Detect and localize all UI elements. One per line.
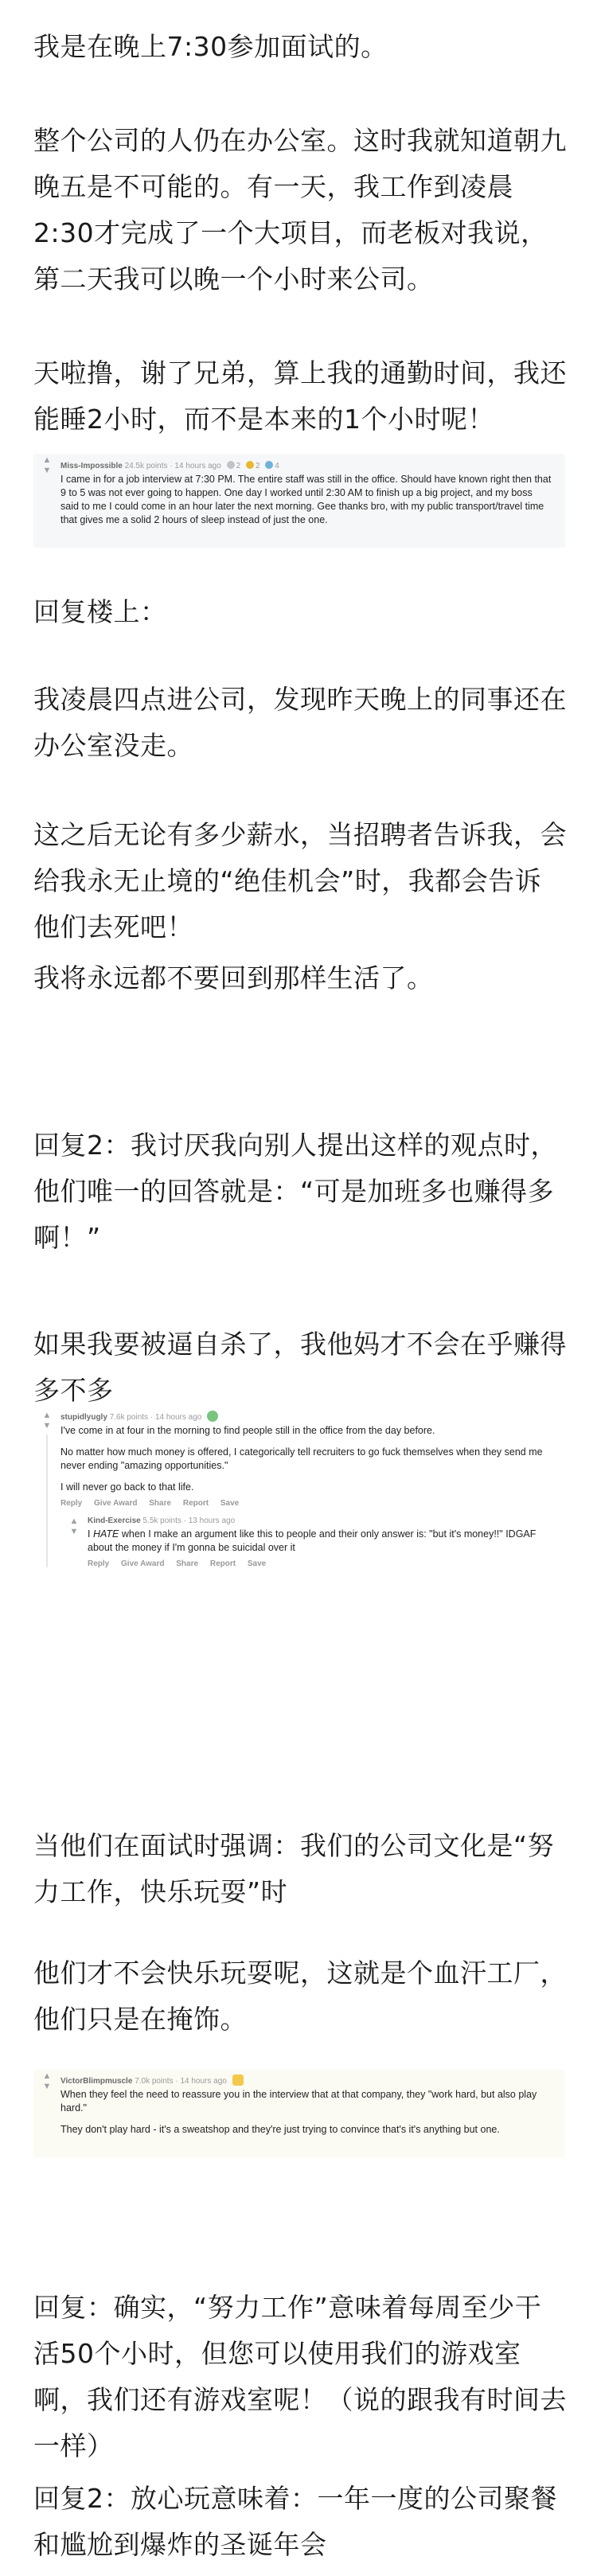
award-icon <box>227 461 235 469</box>
text-paragraph: 回复2：放心玩意味着：一年一度的公司聚餐和尴尬到爆炸的圣诞年会 <box>33 2483 557 2560</box>
comment-points: 24.5k points <box>124 462 168 470</box>
comment-meta <box>60 2074 565 2088</box>
give-award-button[interactable]: Give Award <box>121 1559 165 1568</box>
award-gold: 2 <box>246 460 260 473</box>
upvote-arrow-icon: ▲ <box>42 2071 52 2081</box>
comment-meta <box>60 1411 565 1424</box>
comment-actions <box>88 1558 565 1571</box>
text-paragraph: 当他们在面试时强调：我们的公司文化是“努力工作，快乐玩耍”时 <box>33 1830 555 1907</box>
report-button[interactable]: Report <box>209 1559 236 1568</box>
reply-button[interactable]: Reply <box>88 1559 110 1568</box>
comment-username: Miss-Impossible <box>60 462 123 470</box>
comment-body: I HATE when I make an argument like this to people and their only answer is: "but it's money!!" IDGAF about the money if I'm gonna be suicidal over it <box>88 1528 537 1553</box>
share-button[interactable]: Share <box>149 1499 172 1508</box>
text-paragraph: 我将永远都不要回到那样生活了。 <box>33 962 434 993</box>
reddit-comment-screenshot <box>33 454 565 548</box>
text-paragraph: 如果我要被逼自杀了，我他妈才不会在乎赚得多不多 <box>33 1329 567 1406</box>
comment <box>33 2070 565 2137</box>
comment-body: I've come in at four in the morning to find people still in the office from the day before. No matter how much money is offered, I categorically tell recruiters to go fuck themselves when they send me never ending "amazing opportunities." I will never go back to that life. <box>60 1425 543 1493</box>
text-paragraph: 这之后无论有多少薪水，当招聘者告诉我，会给我永无止境的“绝佳机会”时，我都会告诉他们去死吧！ <box>33 819 567 943</box>
comment-username: Kind-Exercise <box>88 1516 141 1525</box>
comment <box>60 1515 565 1571</box>
reddit-comment-screenshot <box>33 2070 565 2157</box>
report-button[interactable]: Report <box>182 1499 209 1508</box>
text-paragraph: 我凌晨四点进公司，发现昨天晚上的同事还在办公室没走。 <box>33 684 567 761</box>
comment-body: I came in for a job interview at 7:30 PM. The entire staff was still in the office. Should have known right then that 9 to 5 was not ever going to happen. One day I worked until 2:30 AM to finish up a big project, and my boss said to me I could come in an hour later the next morning. Gee thanks bro, with my public transport/travel time that gives me a solid 2 hours of sleep instead of just the one. <box>60 474 552 525</box>
text-paragraph: 回复楼上： <box>33 596 167 627</box>
comment-points: 7.0k points <box>135 2077 174 2086</box>
emoji-icon <box>232 2074 244 2086</box>
comment-points: 7.6k points <box>109 1413 149 1422</box>
award-silver: 2 <box>227 460 241 473</box>
share-button[interactable]: Share <box>176 1559 199 1568</box>
comment-username: stupidlyugly <box>60 1413 107 1422</box>
vote-controls <box>67 1516 81 1537</box>
vote-controls <box>40 1411 54 1431</box>
text-paragraph: 天啦撸，谢了兄弟，算上我的通勤时间，我还能睡2小时，而不是本来的1个小时呢！ <box>33 357 567 435</box>
comment-time: · 13 hours ago <box>183 1516 236 1525</box>
reply-comment <box>60 1515 565 1571</box>
text-paragraph: 回复2：我讨厌我向别人提出这样的观点时，他们唯一的回答就是：“可是加班多也赚得多啊！” <box>33 1130 557 1253</box>
upvote-arrow-icon: ▲ <box>69 1516 79 1526</box>
downvote-arrow-icon: ▼ <box>42 1421 52 1430</box>
comment-meta <box>60 460 565 473</box>
comment-username: VictorBlimpmuscle <box>60 2077 133 2086</box>
comment-time: · 14 hours ago <box>175 2077 227 2086</box>
comment-body: When they feel the need to reassure you in the interview that at that company, they "work hard, but also play hard." They don't play hard - it's a sweatshop and they're just trying to convince that's it's anything but one. <box>60 2089 537 2135</box>
comment <box>33 454 565 527</box>
vote-controls <box>40 2071 54 2092</box>
downvote-arrow-icon: ▼ <box>42 2082 52 2091</box>
thread-line <box>46 1434 48 1567</box>
comment <box>33 1409 565 1571</box>
comment-time: · 14 hours ago <box>170 462 221 470</box>
comment-meta <box>88 1515 565 1528</box>
comment-time: · 14 hours ago <box>150 1413 202 1422</box>
text-paragraph: 回复：确实，“努力工作”意味着每周至少干活50个小时，但您可以使用我们的游戏室啊，我们还有游戏室呢！（说的跟我有时间去一样） <box>33 2292 567 2461</box>
award-icon <box>246 461 254 469</box>
downvote-arrow-icon: ▼ <box>42 466 52 475</box>
give-award-button[interactable]: Give Award <box>94 1499 138 1508</box>
award-platinum: 4 <box>265 460 279 473</box>
downvote-arrow-icon: ▼ <box>69 1527 79 1536</box>
comment-actions <box>60 1497 565 1510</box>
reply-button[interactable]: Reply <box>60 1499 83 1508</box>
upvote-arrow-icon: ▲ <box>42 455 52 465</box>
text-paragraph: 整个公司的人仍在办公室。这时我就知道朝九晚五是不可能的。有一天，我工作到凌晨2:30才完成了一个大项目，而老板对我说，第二天我可以晚一个小时来公司。 <box>33 125 567 295</box>
emoji-icon <box>207 1411 218 1422</box>
vote-controls <box>40 455 54 476</box>
comment-points: 5.5k points <box>142 1516 181 1525</box>
save-button[interactable]: Save <box>247 1559 267 1568</box>
save-button[interactable]: Save <box>220 1499 240 1508</box>
text-paragraph: 他们才不会快乐玩耍呢，这就是个血汗工厂，他们只是在掩饰。 <box>33 1957 567 2035</box>
award-icon <box>265 461 273 469</box>
reddit-comment-screenshot <box>33 1409 565 1608</box>
text-paragraph: 我是在晚上7:30参加面试的。 <box>33 31 388 62</box>
upvote-arrow-icon: ▲ <box>42 1411 52 1420</box>
